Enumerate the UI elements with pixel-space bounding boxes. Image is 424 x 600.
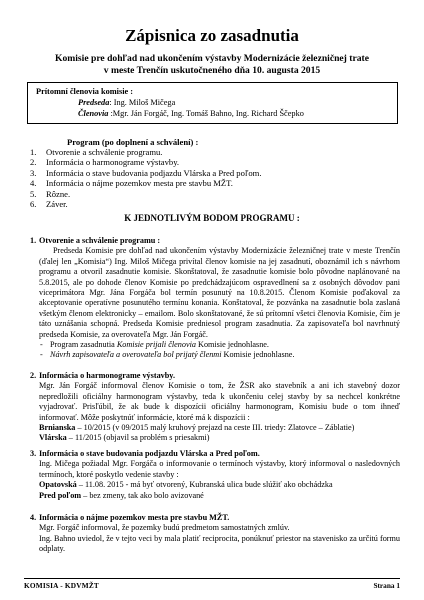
section-2 [30, 371, 400, 444]
sections-heading: K JEDNOTLIVÝM BODOM PROGRAMU : [124, 213, 300, 223]
section-heading [30, 371, 400, 381]
section-title: Informácia o nájme pozemkov mesta pre stavbu MŽT. [39, 513, 230, 522]
bullet-text: Komisie jednohlasne. [195, 340, 269, 350]
schedule-line [30, 480, 400, 490]
section-paragraph: Ing. Mičega požiadal Mgr. Forgáča o informovanie o termínoch výstavby, ktorý informoval o nasledovných termínoch, ktoré poskytlo vedenie stavby : [39, 459, 400, 479]
schedule-value: – bez zmeny, tak ako bolo avizované [81, 490, 204, 500]
chair-value: : Ing. Miloš Mičega [109, 98, 176, 107]
document-subtitle [20, 53, 404, 77]
schedule-value: – 10/2015 (v 09/2015 malý kruhový prejazd na ceste III. triedy: Zlatovce – Záblatie) [75, 423, 355, 433]
section-paragraph: Predseda Komisie pre dohľad nad ukončením výstavby Modernizácie železničnej trate v meste Trenčín (ďalej len „Komisia“) Ing. Miloš Mičega privítal členov komisie na jej zasadnutí, oboznámil ich s návrhom programu a otvoril zasadnutie komisie. Skonštatoval, že zasadnutie komisie bolo pôvodne naplánované na 5.8.2015, ale po dohode členov Komisie po predchádzajúcom ospravedlnení sa z osobných dôvodov pani viceprimátora Mgr. Jána Forgáča bol termín posunutý na 10.8.2015. Členom Komisie poďakoval za akceptovanie operatívne posunutého termínu konania. Konštatoval, že pozvánka na zasadnutie bola zaslaná všetkým členom elektronicky – emailom. Bolo skonštatované, že sú prítomní všetci členovia Komisie, čím je táto uznášania schopná. Predseda Komisie predniesol program zasadnutia. Za zapisovateľa bol navrhnutý predseda Komisie, za overovateľa Mgr. Ján Forgáč. [39, 246, 400, 339]
section-3 [30, 449, 400, 501]
section-number: 3. [30, 449, 37, 458]
section-title: Otvorenie a schválenie programu : [39, 236, 161, 245]
footer-left-text: KOMISIA - KDVMŽT [24, 581, 99, 590]
members-line [78, 109, 304, 120]
schedule-line [30, 433, 400, 443]
section-paragraph: Mgr. Forgáč informoval, že pozemky budú predmetom samostatných zmlúv. [39, 523, 290, 533]
agenda-number: 1. [30, 147, 37, 157]
bullet-emphasis: Komisie prijali členovia [116, 340, 196, 350]
section-number: 1. [30, 236, 37, 245]
section-number: 4. [30, 513, 37, 522]
section-heading [30, 236, 400, 246]
schedule-value: – 11/2015 (objavil sa problém s priesakmi) [66, 433, 210, 443]
agenda-number: 6. [30, 199, 37, 210]
agenda-number: 3. [30, 167, 37, 178]
document-title: Zápisnica zo zasadnutia [125, 26, 299, 45]
schedule-label: Opatovská [39, 480, 77, 490]
page-number: Strana 1 [373, 581, 400, 590]
section-heading [30, 513, 400, 523]
section-title: Informácia o harmonograme výstavby. [39, 371, 175, 380]
subtitle-line-2: v meste Trenčín uskutočneného dňa 10. augusta 2015 [103, 65, 321, 76]
schedule-label: Brnianska [39, 423, 76, 433]
members-heading: Prítomní členovia komisie : [36, 87, 134, 96]
agenda-text: Záver. [46, 199, 68, 210]
agenda-list [30, 147, 400, 209]
section-1 [30, 236, 400, 361]
members-label: Členovia [78, 109, 109, 118]
agenda-number: 2. [30, 157, 37, 168]
agenda-text: Informácia o nájme pozemkov mesta pre stavbu MŽT. [46, 178, 233, 189]
footer-divider [24, 578, 400, 579]
agenda-number: 5. [30, 188, 37, 199]
program-heading: Program (po doplnení a schválení) : [67, 137, 199, 147]
schedule-line [30, 423, 400, 433]
agenda-text: Otvorenie a schválenie programu. [46, 147, 163, 157]
schedule-value: – 11.08. 2015 - má byť otvorený, Kubranská ulica bude slúžiť ako obchádzka [76, 480, 333, 490]
agenda-item [30, 168, 400, 178]
agenda-item [30, 157, 400, 167]
agenda-item [30, 147, 400, 157]
schedule-label: Vlárska [39, 433, 67, 443]
agenda-text: Informácia o stave budovania podjazdu Vlárska a Pred poľom. [46, 167, 262, 178]
section-heading [30, 449, 400, 459]
agenda-text: Rôzne. [46, 188, 71, 199]
members-box [27, 82, 398, 124]
section-paragraph: Ing. Bahno uviedol, že v tejto veci by mala platiť reciprocita, ponúknuť priestor na stavenisko za určitú formu odplaty. [39, 533, 400, 554]
bullet-item: - Návrh zapisovateľa a overovateľa bol prijatý členmi Komisie jednohlasne. [40, 350, 295, 360]
chair-line [78, 98, 175, 109]
agenda-number: 4. [30, 178, 37, 189]
section-paragraph: Mgr. Ján Forgáč informoval členov Komisie o tom, že ŽSR ako stavebník a ani ich stavebný dozor nepredložili oficiálny harmonogram výstavby, teda k ukončeniu celej stavby by sa nechcel konkrétne vyjadrovať. Prisľúbil, že ak bude k dispozícii oficiálny harmonogram, Komisiu bude o tom ihneď informovať. Môže poskytnúť informácie, ktoré má k dispozícii : [39, 381, 400, 422]
agenda-item [30, 178, 400, 188]
members-value: :Mgr. Ján Forgáč, Ing. Tomáš Bahno, Ing. Richard Ščepko [108, 109, 304, 118]
bullet-item: - Program zasadnutia Komisie prijali členovia Komisie jednohlasne. [40, 340, 269, 350]
section-title: Informácia o stave budovania podjazdu Vlárska a Pred poľom. [39, 449, 260, 458]
agenda-item [30, 189, 400, 199]
agenda-text: Informácia o harmonograme výstavby. [46, 157, 180, 168]
bullet-text: Komisie jednohlasne. [221, 350, 295, 360]
bullet-emphasis: Návrh zapisovateľa a overovateľa bol prijatý členmi [50, 350, 222, 360]
section-4 [30, 513, 400, 555]
subtitle-line-1: Komisie pre dohľad nad ukončením výstavby Modernizácie železničnej trate [55, 53, 369, 64]
section-number: 2. [30, 371, 37, 380]
schedule-line [30, 491, 400, 501]
agenda-item [30, 199, 400, 209]
bullet-text: Program zasadnutia [50, 340, 117, 350]
schedule-label: Pred poľom [39, 490, 82, 500]
chair-label: Predseda [78, 98, 110, 107]
